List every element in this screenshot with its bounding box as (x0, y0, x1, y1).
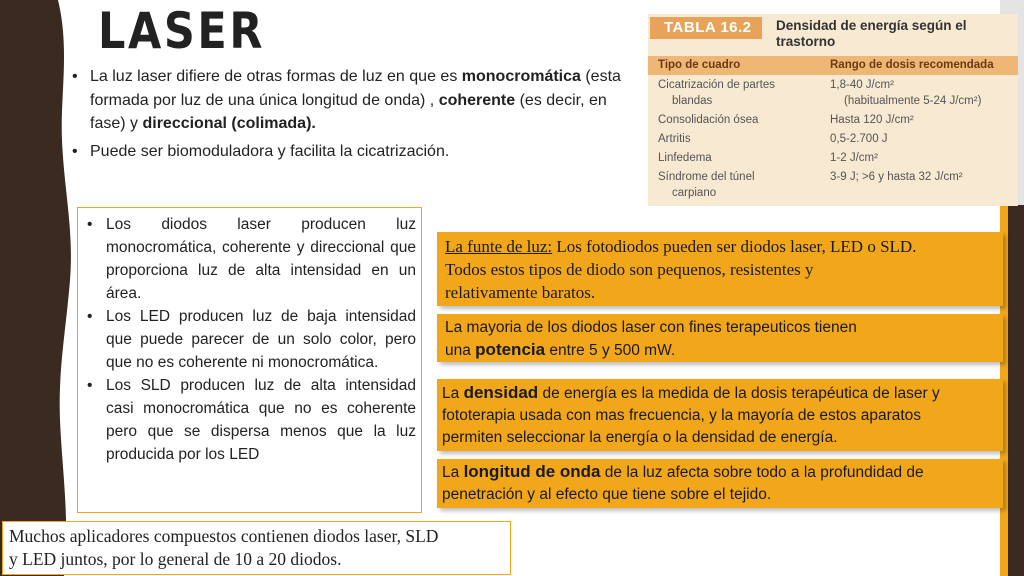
table-badge: TABLA 16.2 (650, 17, 762, 39)
callout-light-source: La funte de luz: Los fotodiodos pueden ser diodos laser, LED o SLD. Todos estos tipos de diodo son pequenos, resistentes y relativamente baratos. (437, 232, 1003, 306)
term-potencia: potencia (475, 340, 546, 359)
diode-bullet-list (86, 213, 416, 466)
term-longitud-de-onda: longitud de onda (463, 462, 601, 481)
term-direccional: direccional (colimada). (142, 115, 316, 132)
col-header-condition: Tipo de cuadro (658, 59, 741, 71)
callout-wavelength: La longitud de onda de la luz afecta sobre todo a la profundidad de penetración y al efecto que tiene sobre el tejido. (437, 459, 1003, 508)
table-title: Densidad de energía según el trastorno (776, 18, 967, 49)
intro-bullet-list (70, 65, 640, 167)
callout-power: La mayoria de los diodos laser con fines terapeuticos tienen una potencia entre 5 y 500 mW. (437, 314, 1003, 362)
applicators-note-box (2, 521, 511, 575)
band-shape (0, 0, 71, 576)
page-title: LASER (98, 2, 266, 60)
table-column-headers (648, 56, 1018, 75)
dark-wavy-band (0, 0, 80, 576)
diode-bullet-laser: • Los diodos laser producen luz monocromática, coherente y direccional que proporciona luz de alta intensidad en un área. (86, 213, 416, 305)
applicators-line-1: Muchos aplicadores compuestos contienen diodos laser, SLD (9, 526, 439, 546)
term-coherente: coherente (438, 91, 516, 109)
callout-energy-density: La densidad de energía es la medida de la dosis terapéutica de laser y fototerapia usada con mas frecuencia, y la mayoría de estos aparatos permiten seleccionar la energía o la densidad de energía. (437, 379, 1003, 451)
dose-table: TABLA 16.2 Densidad de energía según el trastorno Tipo de cuadro Rango de dosis recomendada Cicatrización de partes 1,8-40 J/cm² blandas (habitualmente 5-24 J/cm²) Consolidación ósea Hasta 120 J/cm² Artritis 0,5-2.700 J Linfedema 1-2 J/cm² Síndrome del túnel 3-9 J; >6 y hasta 32 J/cm² carpiano (648, 14, 1018, 206)
term-densidad: densidad (463, 383, 539, 402)
intro-bullet-1: • La luz laser difiere de otras formas de luz en que es monocromática (esta formada por luz de una única longitud de onda) , coherente (es decir, en fase) y direccional (colimada). (70, 65, 640, 136)
col-header-dose: Rango de dosis recomendada (830, 59, 994, 71)
intro-bullet-2: • Puede ser biomoduladora y facilita la cicatrización. (70, 140, 640, 164)
callout-light-source-lead: La funte de luz: (445, 237, 553, 256)
table-header (648, 14, 1018, 54)
diode-bullet-led: • Los LED producen luz de baja intensidad que puede parecer de un solo color, pero que no es coherente ni monocromática. (86, 305, 416, 374)
term-monocromatica: monocromática (461, 68, 581, 85)
diode-types-box (77, 207, 422, 513)
applicators-line-2: y LED juntos, por lo general de 10 a 20 diodos. (9, 549, 342, 569)
diode-bullet-sld: • Los SLD producen luz de alta intensidad casi monocromática que no es coherente pero que se dispersa menos que la luz producida por los LED (86, 374, 416, 466)
